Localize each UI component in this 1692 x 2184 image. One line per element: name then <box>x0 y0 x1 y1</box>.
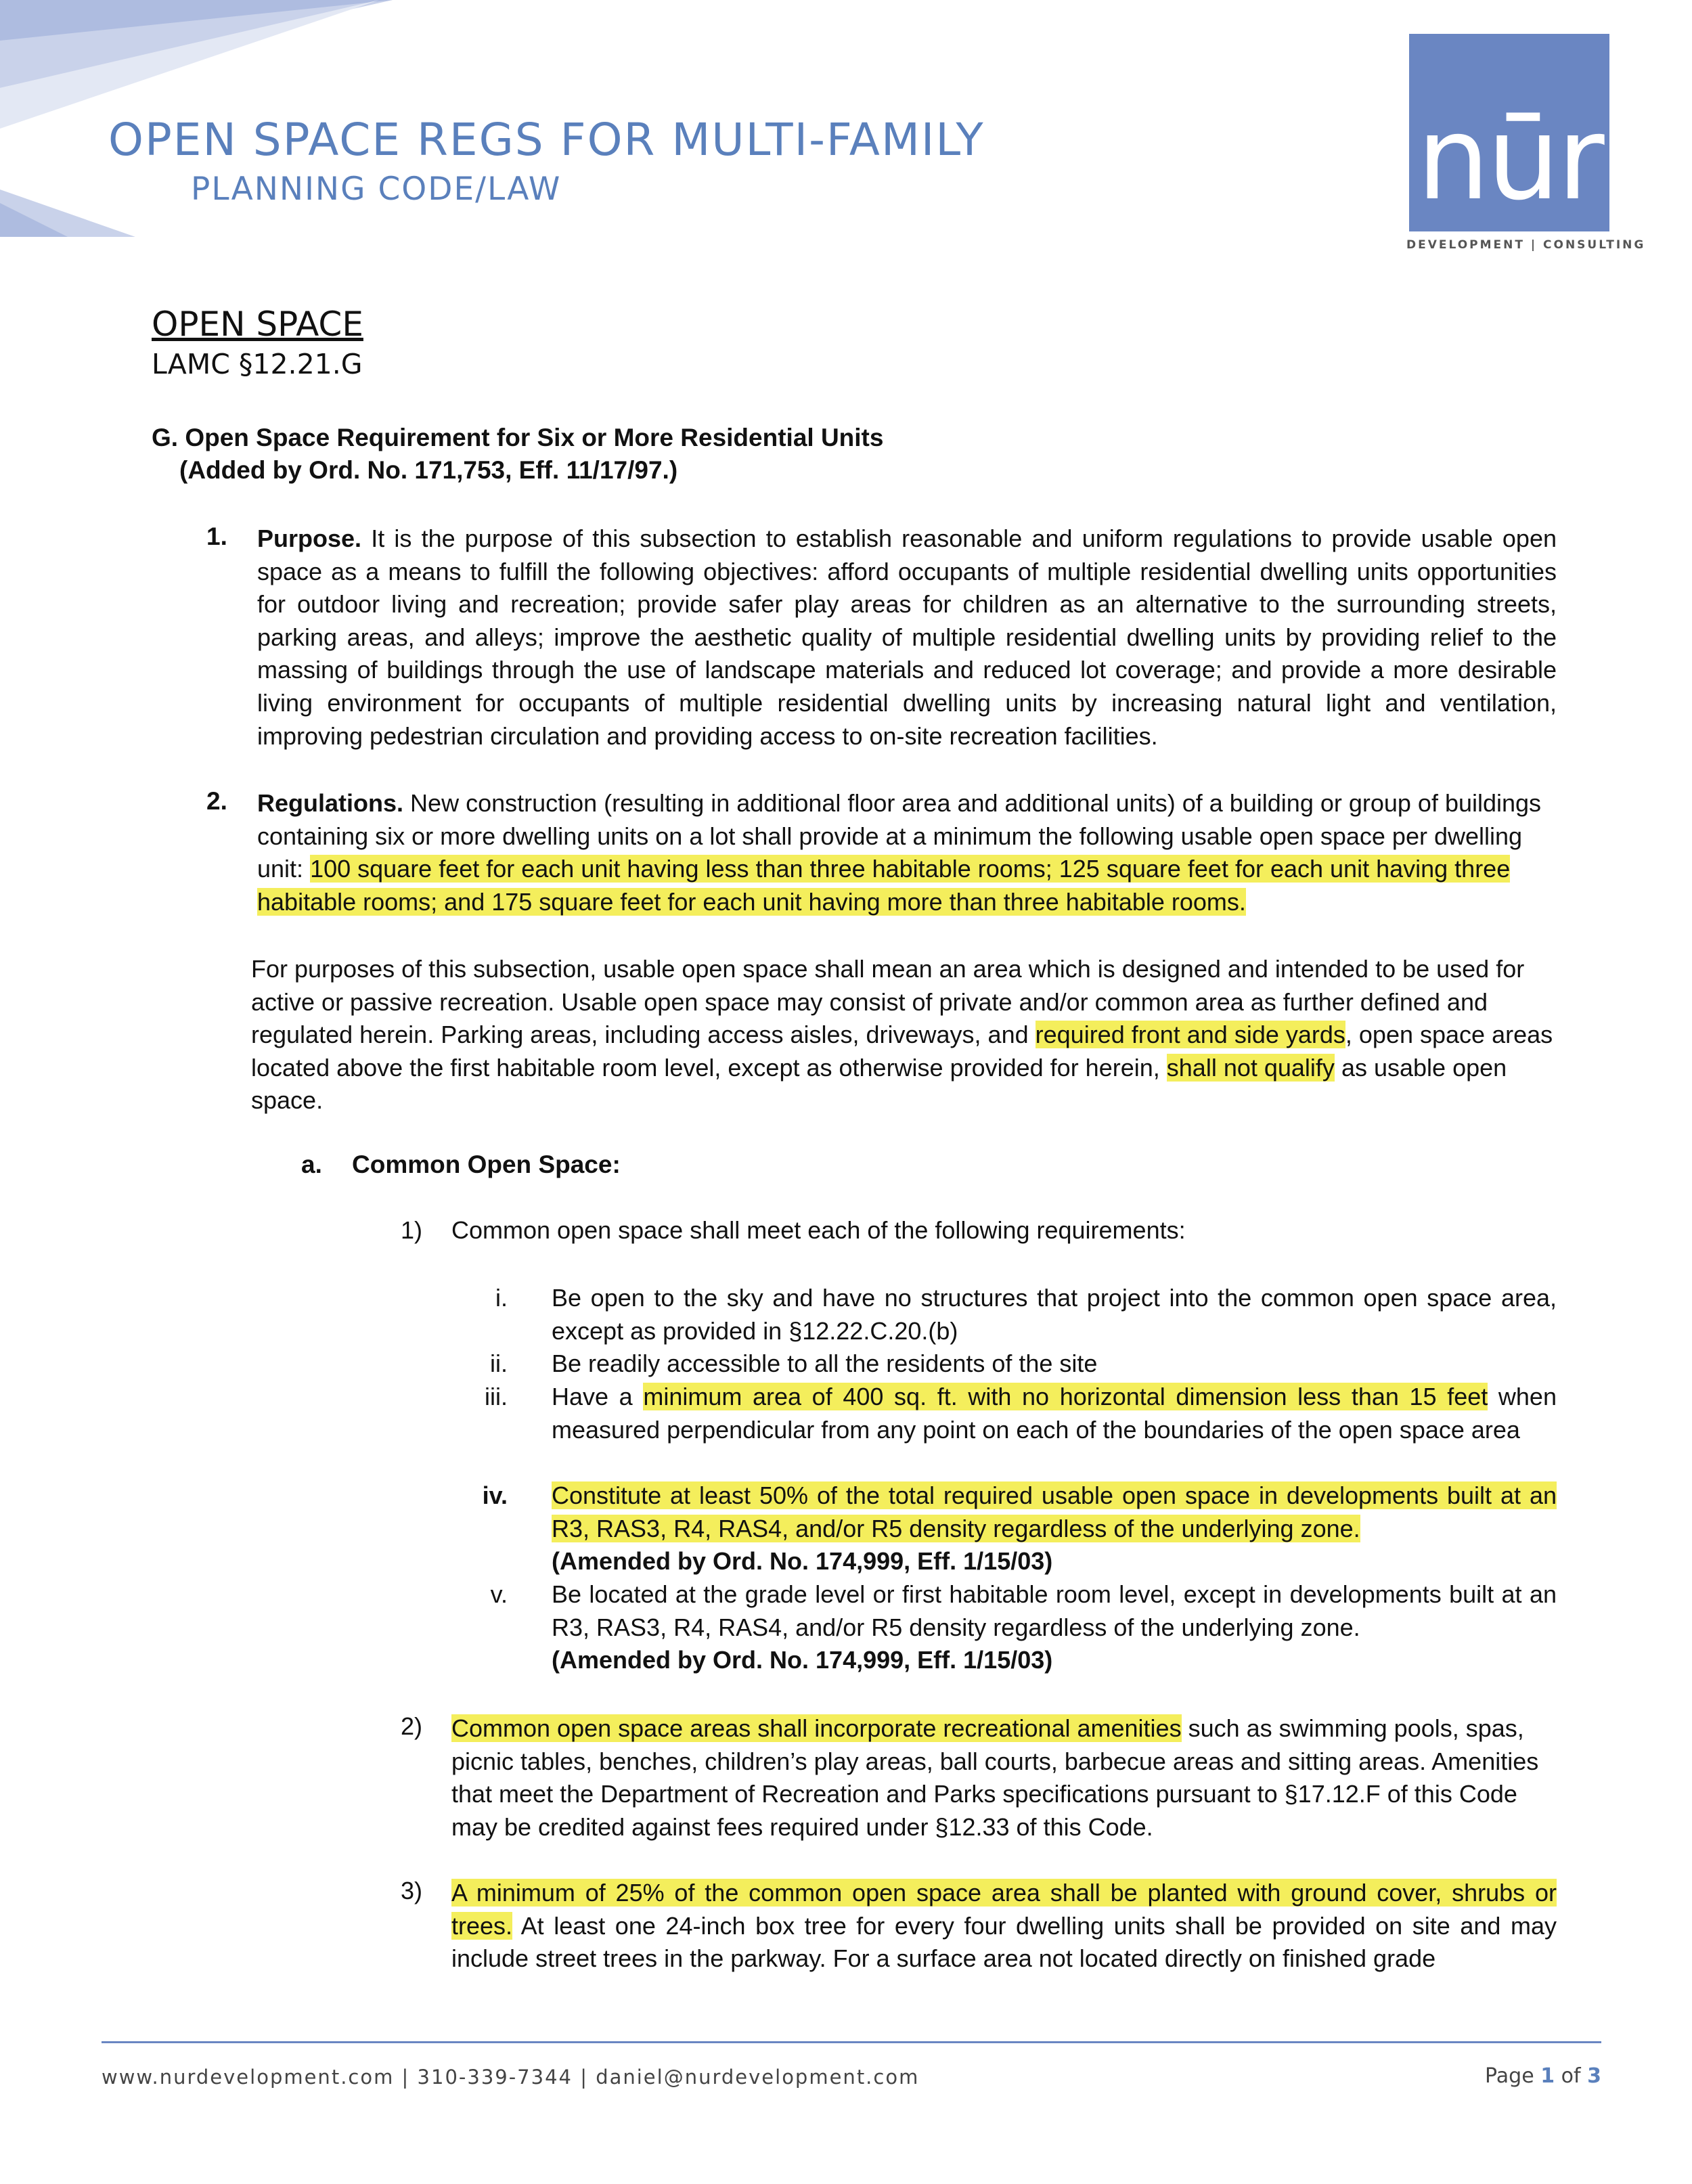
req-iii-highlight: minimum area of 400 sq. ft. with no horizontal dimension less than 15 feet <box>643 1383 1488 1410</box>
item-2-number: 2) <box>401 1712 423 1740</box>
heading-line-2: (Added by Ord. No. 171,753, Eff. 11/17/97.) <box>179 456 678 484</box>
page-prefix: Page <box>1485 2064 1534 2088</box>
common-title: Common Open Space: <box>352 1151 621 1178</box>
item-2-highlight: Common open space areas shall incorporate recreational amenities <box>451 1714 1182 1742</box>
usable-highlight-2: shall not qualify <box>1166 1053 1335 1082</box>
item-3-text: At least one 24-inch box tree for every four dwelling units shall be provided on site and may include street trees in the parkway. For a surface area not located directly on finished grade <box>451 1911 1557 1973</box>
document-subtitle: PLANNING CODE/LAW <box>191 171 562 208</box>
usable-highlight-1: required front and side yards <box>1035 1021 1345 1049</box>
logo-tagline: DEVELOPMENT | CONSULTING <box>1406 238 1646 252</box>
usable-text-3: as usable open space. <box>251 1053 1507 1115</box>
item-2-paragraph <box>451 1712 1557 1844</box>
heading-line-1: G. Open Space Requirement for Six or More Residential Units <box>152 424 884 451</box>
req-v-label: v. <box>490 1580 508 1608</box>
item-2-text: such as swimming pools, spas, picnic tables, benches, children’s play areas, ball courts, barbecue areas and sitting areas. Amenities that meet the Department of Recreation and Parks specifications pursuant to §17.12.F of this Code may be credited against fees required under §12.33 of this Code. <box>451 1714 1539 1841</box>
req-iii-pre: Have a <box>552 1383 633 1410</box>
regulations-highlight: 100 square feet for each unit having less than three habitable rooms; 125 square feet for each unit having three habitable rooms; and 175 square feet for each unit having more than three habitable rooms. <box>257 855 1511 916</box>
usable-text-2: , open space areas located above the first habitable room level, except as otherwise provided for herein, <box>251 1021 1553 1082</box>
section-title: OPEN SPACE <box>152 305 363 344</box>
regulations-paragraph <box>257 787 1557 918</box>
req-iv-label: iv. <box>482 1481 508 1509</box>
item-3-number: 3) <box>401 1877 423 1904</box>
req-iii-label: iii. <box>485 1383 508 1410</box>
usable-paragraph <box>251 953 1557 1117</box>
item-3-paragraph <box>451 1877 1557 1976</box>
req-iii-text <box>552 1381 1557 1446</box>
item-1-text: Common open space shall meet each of the following requirements: <box>451 1216 1186 1244</box>
logo-text: nūr <box>1417 92 1602 226</box>
regulations-label: Regulations. <box>257 789 404 817</box>
purpose-text: It is the purpose of this subsection to establish reasonable and uniform regulations to provide usable open space as a means to fulfill the following objectives: afford occupants of multiple residential dwelling units opportunities for outdoor living and recreation; provide safer play areas for children as an alternative to the surrounding streets, parking areas, and alleys; improve the aesthetic quality of multiple residential dwelling units by providing relief to the massing of buildings through the use of landscape materials and reduced lot coverage; and provide a more desirable living environment for occupants of multiple residential dwelling units by increasing natural light and ventilation, improving pedestrian circulation and providing access to on-site recreation facilities. <box>257 525 1557 750</box>
req-v-amend: (Amended by Ord. No. 174,999, Eff. 1/15/03) <box>552 1646 1053 1674</box>
footer-contact: www.nurdevelopment.com | 310-339-7344 | daniel@nurdevelopment.com <box>102 2066 920 2089</box>
req-v-body: Be located at the grade level or first habitable room level, except in developments built at an R3, RAS3, R4, RAS4, and/or R5 density regardless of the underlying zone. <box>552 1580 1557 1641</box>
page-of: of <box>1561 2064 1581 2088</box>
regulations-text: New construction (resulting in additional floor area and additional units) of a building or group of buildings containing six or more dwelling units on a lot shall provide at a minimum the following usable open space per dwelling unit: <box>257 789 1542 883</box>
req-ii-text: Be readily accessible to all the residents of the site <box>552 1350 1098 1377</box>
req-iv-amend: (Amended by Ord. No. 174,999, Eff. 1/15/03) <box>552 1547 1053 1576</box>
document-title: OPEN SPACE REGS FOR MULTI-FAMILY <box>108 114 985 166</box>
req-iv-highlight: Constitute at least 50% of the total required usable open space in developments built at an R3, RAS3, R4, RAS4, and/or R5 density regardless of the underlying zone. <box>552 1481 1557 1542</box>
item-3-highlight: A minimum of 25% of the common open space area shall be planted with ground cover, shrubs or trees. <box>451 1879 1557 1940</box>
page-indicator <box>1485 2064 1601 2088</box>
page-total: 3 <box>1587 2064 1601 2088</box>
item-1-number: 1) <box>401 1216 423 1244</box>
purpose-number: 1. <box>206 522 227 550</box>
section-code: LAMC §12.21.G <box>152 348 363 380</box>
req-iii-post: when measured perpendicular from any point on each of the boundaries of the open space area <box>552 1383 1557 1444</box>
req-iv-text <box>552 1479 1557 1578</box>
page-number: 1 <box>1540 2064 1555 2088</box>
req-i-label: i. <box>495 1284 508 1312</box>
req-ii-label: ii. <box>490 1350 508 1377</box>
common-label: a. <box>301 1151 322 1178</box>
footer-divider <box>102 2041 1601 2043</box>
regulations-number: 2. <box>206 787 227 815</box>
usable-text-1: For purposes of this subsection, usable open space shall mean an area which is designed and intended to be used for active or passive recreation. Usable open space may consist of private and/or common area as further defined and regulated herein. Parking areas, including access aisles, driveways, and <box>251 955 1525 1049</box>
purpose-paragraph <box>257 522 1557 753</box>
req-i-text: Be open to the sky and have no structures that project into the common open space area, except as provided in §12.22.C.20.(b) <box>552 1284 1557 1345</box>
req-v-text <box>552 1578 1557 1677</box>
purpose-label: Purpose. <box>257 525 362 552</box>
